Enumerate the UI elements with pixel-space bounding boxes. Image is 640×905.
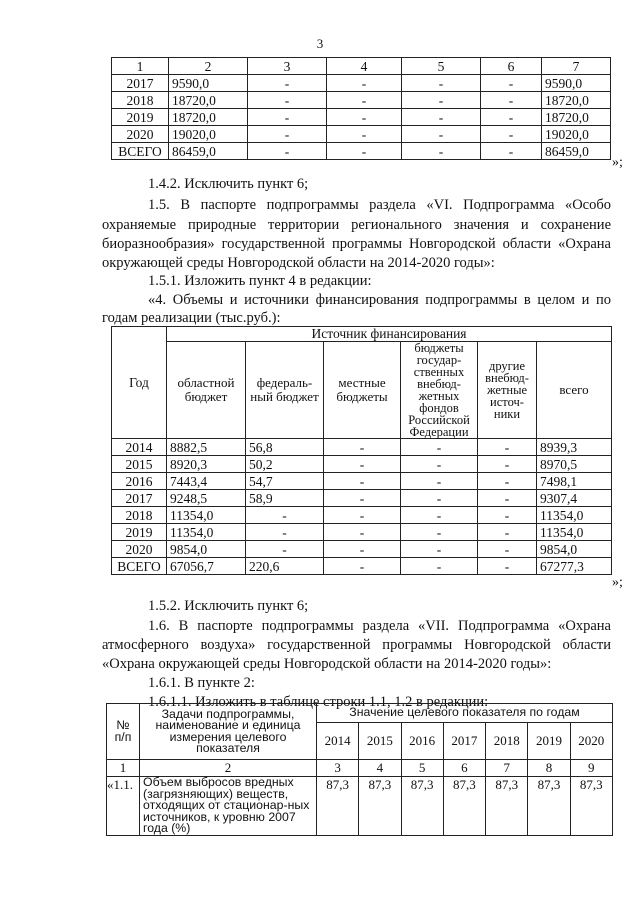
header-cell: 7 bbox=[542, 58, 611, 75]
years-group-header: Значение целевого показателя по годам bbox=[317, 704, 613, 723]
value-cell: 18720,0 bbox=[542, 109, 611, 126]
paragraph-1-5-line: охраняемые природные территории регионального значения и сохранение bbox=[102, 217, 611, 233]
value-cell: - bbox=[401, 439, 478, 456]
paragraph-1-6-1-1: 1.6.1.1. Изложить в таблице строки 1.1, 1.2 в редакции: bbox=[148, 694, 489, 710]
value-cell: 220,6 bbox=[246, 558, 324, 575]
index-cell: 1 bbox=[107, 760, 140, 777]
value-cell: 9854,0 bbox=[167, 541, 246, 558]
value-cell: - bbox=[481, 109, 542, 126]
value-cell: 9590,0 bbox=[169, 75, 248, 92]
year-cell: 2019 bbox=[112, 524, 167, 541]
table-row bbox=[112, 439, 612, 456]
table-row bbox=[112, 143, 611, 160]
year-cell: 2017 bbox=[443, 723, 485, 760]
value-cell: 87,3 bbox=[317, 777, 359, 836]
header-cell: местные бюджеты bbox=[324, 342, 401, 439]
value-cell: - bbox=[478, 439, 537, 456]
year-cell: 2014 bbox=[112, 439, 167, 456]
header-cell: 1 bbox=[112, 58, 169, 75]
funding-table-continued bbox=[111, 57, 611, 160]
value-cell: - bbox=[248, 126, 327, 143]
year-cell: 2018 bbox=[486, 723, 528, 760]
value-cell: 8882,5 bbox=[167, 439, 246, 456]
value-cell: - bbox=[327, 143, 402, 160]
paragraph-1-5-line: окружающей среды Новгородской области на 2014-2020 годы»: bbox=[102, 255, 495, 271]
year-cell: 2019 bbox=[528, 723, 570, 760]
paragraph-1-6-line: атмосферного воздуха» государственной программы Новгородской области bbox=[102, 637, 611, 653]
table-header-row bbox=[112, 327, 612, 342]
financing-table bbox=[111, 326, 612, 575]
value-cell: - bbox=[248, 75, 327, 92]
table-row bbox=[112, 507, 612, 524]
paragraph-1-6-line: «Охрана окружающей среды Новгородской области на 2014-2020 годы»: bbox=[102, 656, 552, 672]
value-cell: - bbox=[324, 456, 401, 473]
value-cell: 9590,0 bbox=[542, 75, 611, 92]
index-row bbox=[107, 760, 613, 777]
value-cell: - bbox=[481, 92, 542, 109]
value-cell: 9854,0 bbox=[537, 541, 612, 558]
value-cell: 87,3 bbox=[359, 777, 401, 836]
value-cell: 7498,1 bbox=[537, 473, 612, 490]
value-cell: - bbox=[478, 490, 537, 507]
task-header: Задачи подпрограммы, наименование и единица измерения целевого показателя bbox=[140, 704, 317, 760]
value-cell: 54,7 bbox=[246, 473, 324, 490]
value-cell: - bbox=[481, 143, 542, 160]
value-cell: - bbox=[324, 541, 401, 558]
header-cell: федераль-ный бюджет bbox=[246, 342, 324, 439]
value-cell: - bbox=[478, 473, 537, 490]
index-cell: 8 bbox=[528, 760, 570, 777]
year-cell: ВСЕГО bbox=[112, 143, 169, 160]
value-cell: 86459,0 bbox=[542, 143, 611, 160]
closing-quote: »; bbox=[612, 575, 623, 590]
value-cell: - bbox=[248, 143, 327, 160]
table-row bbox=[112, 490, 612, 507]
value-cell: - bbox=[401, 524, 478, 541]
closing-quote: »; bbox=[612, 155, 623, 170]
value-cell: - bbox=[324, 507, 401, 524]
value-cell: - bbox=[327, 75, 402, 92]
value-cell: 87,3 bbox=[486, 777, 528, 836]
value-cell: - bbox=[478, 524, 537, 541]
header-cell: областной бюджет bbox=[167, 342, 246, 439]
page-number: 3 bbox=[316, 36, 324, 51]
value-cell: - bbox=[248, 92, 327, 109]
value-cell: - bbox=[402, 126, 481, 143]
year-cell: 2014 bbox=[317, 723, 359, 760]
value-cell: - bbox=[401, 541, 478, 558]
header-cell: 5 bbox=[402, 58, 481, 75]
year-cell: 2016 bbox=[112, 473, 167, 490]
header-cell: 4 bbox=[327, 58, 402, 75]
value-cell: - bbox=[246, 541, 324, 558]
value-cell: - bbox=[324, 439, 401, 456]
quote-line: годам реализации (тыс.руб.): bbox=[102, 310, 281, 326]
value-cell: - bbox=[324, 490, 401, 507]
value-cell: - bbox=[478, 558, 537, 575]
value-cell: - bbox=[327, 92, 402, 109]
row-number: «1.1. bbox=[107, 777, 140, 836]
table-row bbox=[112, 541, 612, 558]
value-cell: 87,3 bbox=[528, 777, 570, 836]
paragraph-1-6-line: 1.6. В паспорте подпрограммы раздела «VII. Подпрограмма «Охрана bbox=[148, 618, 611, 634]
year-cell: 2015 bbox=[359, 723, 401, 760]
value-cell: - bbox=[402, 109, 481, 126]
index-cell: 5 bbox=[401, 760, 443, 777]
value-cell: - bbox=[324, 524, 401, 541]
value-cell: - bbox=[324, 558, 401, 575]
year-cell: 2020 bbox=[112, 126, 169, 143]
year-cell: 2017 bbox=[112, 75, 169, 92]
value-cell: - bbox=[246, 507, 324, 524]
index-cell: 7 bbox=[486, 760, 528, 777]
paragraph-1-4-2: 1.4.2. Исключить пункт 6; bbox=[148, 176, 309, 192]
value-cell: 11354,0 bbox=[537, 524, 612, 541]
value-cell: - bbox=[481, 75, 542, 92]
value-cell: - bbox=[478, 541, 537, 558]
paragraph-1-5-1: 1.5.1. Изложить пункт 4 в редакции: bbox=[148, 273, 372, 289]
table-row bbox=[107, 777, 613, 836]
indicator-table bbox=[106, 703, 613, 836]
index-cell: 2 bbox=[140, 760, 317, 777]
value-cell: 58,9 bbox=[246, 490, 324, 507]
header-cell: 3 bbox=[248, 58, 327, 75]
header-cell: другие внебюд-жетные источ-ники bbox=[478, 342, 537, 439]
value-cell: - bbox=[481, 126, 542, 143]
value-cell: 86459,0 bbox=[169, 143, 248, 160]
table-row bbox=[112, 524, 612, 541]
value-cell: - bbox=[327, 109, 402, 126]
value-cell: 9307,4 bbox=[537, 490, 612, 507]
value-cell: 8939,3 bbox=[537, 439, 612, 456]
index-cell: 4 bbox=[359, 760, 401, 777]
header-cell: всего bbox=[537, 342, 612, 439]
table-row bbox=[112, 92, 611, 109]
year-cell: 2017 bbox=[112, 490, 167, 507]
value-cell: 7443,4 bbox=[167, 473, 246, 490]
paragraph-1-5-2: 1.5.2. Исключить пункт 6; bbox=[148, 598, 309, 614]
header-cell: 2 bbox=[169, 58, 248, 75]
header-cell: 6 bbox=[481, 58, 542, 75]
value-cell: 18720,0 bbox=[169, 92, 248, 109]
value-cell: 67056,7 bbox=[167, 558, 246, 575]
index-cell: 3 bbox=[317, 760, 359, 777]
value-cell: - bbox=[401, 473, 478, 490]
table-header-row bbox=[107, 704, 613, 723]
value-cell: - bbox=[402, 92, 481, 109]
table-row bbox=[112, 109, 611, 126]
value-cell: 19020,0 bbox=[169, 126, 248, 143]
table-subheader-row bbox=[112, 342, 612, 439]
value-cell: - bbox=[248, 109, 327, 126]
value-cell: - bbox=[246, 524, 324, 541]
task-cell: Объем выбросов вредных (загрязняющих) веществ, отходящих от стационар-ных источников, к уровню 2007 года (%) bbox=[140, 777, 317, 836]
value-cell: 18720,0 bbox=[169, 109, 248, 126]
year-cell: 2015 bbox=[112, 456, 167, 473]
table-row bbox=[112, 75, 611, 92]
value-cell: - bbox=[401, 456, 478, 473]
year-cell: 2020 bbox=[112, 541, 167, 558]
value-cell: 11354,0 bbox=[537, 507, 612, 524]
table-row bbox=[112, 473, 612, 490]
value-cell: - bbox=[327, 126, 402, 143]
value-cell: - bbox=[324, 473, 401, 490]
year-cell: 2020 bbox=[570, 723, 612, 760]
header-cell: бюджеты государ-ственных внебюд-жетных фондов Российской Федерации bbox=[401, 342, 478, 439]
year-header: Год bbox=[112, 327, 167, 439]
value-cell: - bbox=[478, 507, 537, 524]
table-row bbox=[112, 126, 611, 143]
year-cell: 2019 bbox=[112, 109, 169, 126]
paragraph-1-5-line: биоразнообразия» государственной программы Новгородской области «Охрана bbox=[102, 236, 611, 252]
value-cell: 56,8 bbox=[246, 439, 324, 456]
value-cell: - bbox=[478, 456, 537, 473]
value-cell: 8920,3 bbox=[167, 456, 246, 473]
number-header: № п/п bbox=[107, 704, 140, 760]
value-cell: 11354,0 bbox=[167, 524, 246, 541]
year-cell: 2016 bbox=[401, 723, 443, 760]
value-cell: 19020,0 bbox=[542, 126, 611, 143]
value-cell: 11354,0 bbox=[167, 507, 246, 524]
paragraph-1-6-1: 1.6.1. В пункте 2: bbox=[148, 675, 255, 691]
value-cell: - bbox=[402, 75, 481, 92]
table-header-row bbox=[112, 58, 611, 75]
year-cell: 2018 bbox=[112, 92, 169, 109]
value-cell: - bbox=[401, 507, 478, 524]
value-cell: 87,3 bbox=[443, 777, 485, 836]
quote-line: «4. Объемы и источники финансирования подпрограммы в целом и по bbox=[148, 292, 611, 308]
index-cell: 6 bbox=[443, 760, 485, 777]
value-cell: 18720,0 bbox=[542, 92, 611, 109]
value-cell: 50,2 bbox=[246, 456, 324, 473]
value-cell: 87,3 bbox=[570, 777, 612, 836]
source-group-header: Источник финансирования bbox=[167, 327, 612, 342]
value-cell: - bbox=[402, 143, 481, 160]
value-cell: 87,3 bbox=[401, 777, 443, 836]
value-cell: 9248,5 bbox=[167, 490, 246, 507]
year-cell: ВСЕГО bbox=[112, 558, 167, 575]
paragraph-1-5-line: 1.5. В паспорте подпрограммы раздела «VI. Подпрограмма «Особо bbox=[148, 197, 611, 213]
year-cell: 2018 bbox=[112, 507, 167, 524]
value-cell: 67277,3 bbox=[537, 558, 612, 575]
table-row bbox=[112, 456, 612, 473]
value-cell: - bbox=[401, 558, 478, 575]
value-cell: 8970,5 bbox=[537, 456, 612, 473]
value-cell: - bbox=[401, 490, 478, 507]
table-row bbox=[112, 558, 612, 575]
index-cell: 9 bbox=[570, 760, 612, 777]
